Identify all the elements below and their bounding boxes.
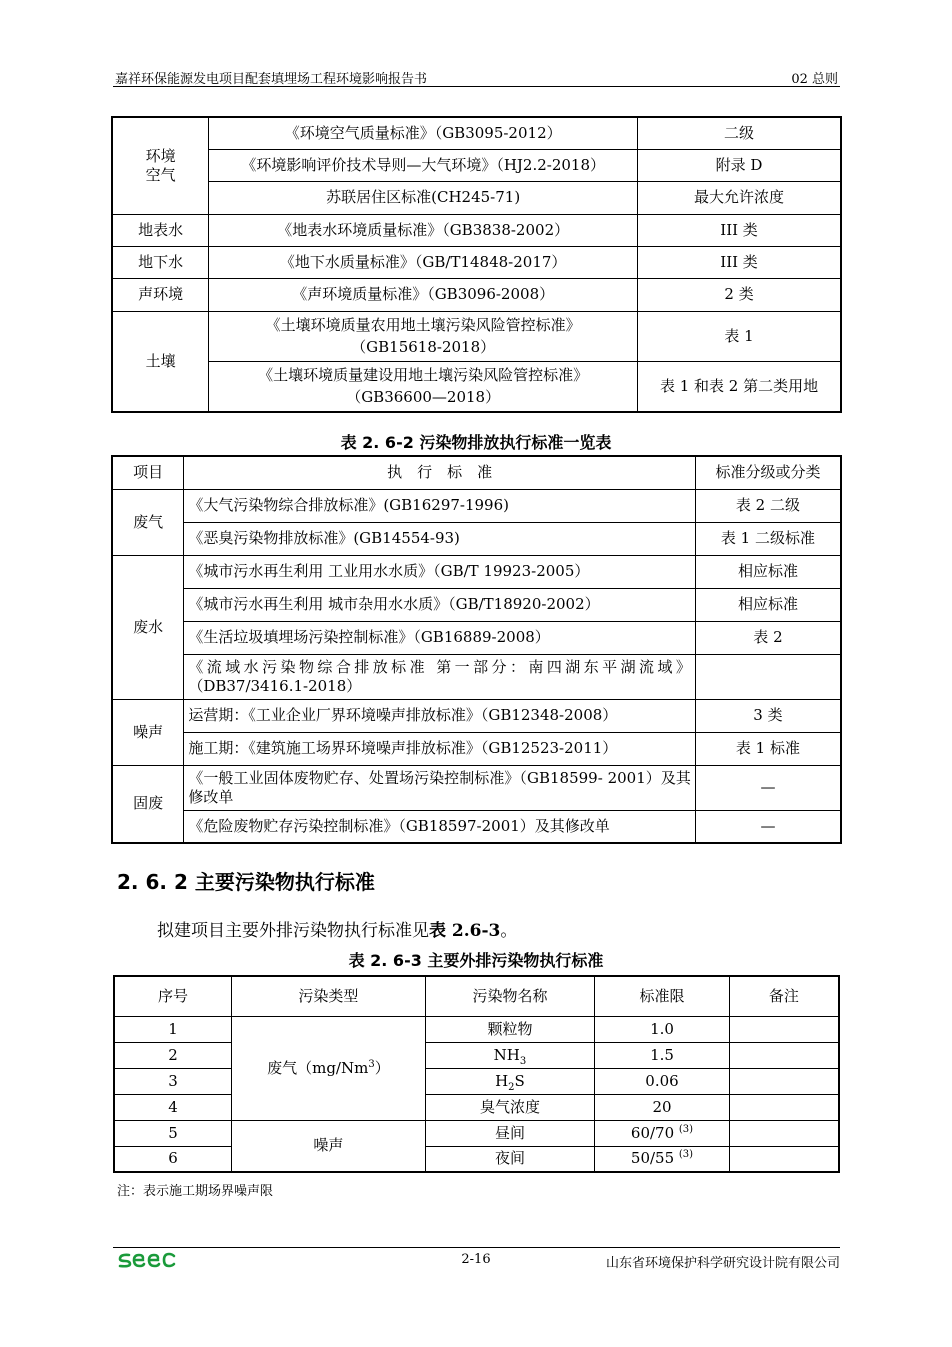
name-sub: 3 — [519, 1055, 527, 1067]
pollutant-name: 夜间 — [425, 1146, 594, 1172]
standard-cell: 《土壤环境质量建设用地土壤污染风险管控标准》 （GB36600—2018） — [209, 361, 638, 412]
type-noise: 噪声 — [232, 1120, 426, 1172]
level-cell: 最大允许浓度 — [638, 181, 841, 214]
name-text: NH — [493, 1045, 520, 1064]
standard-cell: 《一般工业固体废物贮存、处置场污染控制标准》（GB18599- 2001）及其修改单 — [184, 765, 696, 810]
header-level: 标准分级或分类 — [695, 456, 841, 489]
header-type: 污染类型 — [232, 976, 426, 1016]
standard-cell: 《生活垃圾填埋场污染控制标准》（GB16889-2008） — [184, 621, 696, 654]
report-title: 嘉祥环保能源发电项目配套填埋场工程环境影响报告书 — [115, 72, 428, 87]
standard-cell: 《恶臭污染物排放标准》(GB14554-93) — [184, 522, 696, 555]
page-number: 2-16 — [461, 1252, 491, 1267]
para-text: 拟建项目主要外排污染物执行标准见 — [157, 921, 429, 941]
level-cell: 3 类 — [695, 699, 841, 732]
row-no: 5 — [114, 1120, 232, 1146]
section-heading: 2. 6. 2 主要污染物执行标准 — [117, 870, 375, 894]
table3-caption: 表 2. 6-3 主要外排污染物执行标准 — [348, 951, 604, 970]
limit-text: 50/55 — [630, 1149, 679, 1168]
header-item: 项目 — [112, 456, 184, 489]
level-cell: — — [695, 765, 841, 810]
standard-cell: 《地下水质量标准》（GB/T14848-2017） — [209, 246, 638, 278]
level-cell: 表 1 — [638, 311, 841, 361]
level-cell: 二级 — [638, 117, 841, 149]
category-soil: 土壤 — [112, 311, 209, 412]
table-reference: 表 2.6-3 — [429, 921, 501, 941]
standard-cell: 运营期：《工业企业厂界环境噪声排放标准》（GB12348-2008） — [184, 699, 696, 732]
note-cell — [729, 1120, 839, 1146]
note-cell — [729, 1042, 839, 1068]
group-waste-gas: 废气 — [112, 489, 184, 555]
para-end: 。 — [500, 921, 518, 941]
limit-value: 20 — [595, 1094, 730, 1120]
row-no: 3 — [114, 1068, 232, 1094]
limit-sup: (3) — [678, 1123, 694, 1135]
level-cell: III 类 — [638, 214, 841, 246]
type-end: ） — [374, 1058, 390, 1077]
note-cell — [729, 1068, 839, 1094]
standard-cell: 《大气污染物综合排放标准》(GB16297-1996) — [184, 489, 696, 522]
level-cell: III 类 — [638, 246, 841, 278]
limit-value — [595, 1146, 730, 1172]
pollutant-name — [425, 1042, 594, 1068]
emission-standards-table — [111, 455, 842, 844]
level-cell: 表 1 标准 — [695, 732, 841, 765]
level-cell: 相应标准 — [695, 588, 841, 621]
level-cell — [695, 654, 841, 699]
category-groundwater: 地下水 — [112, 246, 209, 278]
standard-cell: 《城市污水再生利用 工业用水水质》（GB/T 19923-2005） — [184, 555, 696, 588]
table2-caption: 表 2. 6-2 污染物排放执行标准一览表 — [340, 433, 612, 452]
type-waste-gas — [232, 1016, 426, 1120]
note-cell — [729, 1094, 839, 1120]
level-cell: 2 类 — [638, 278, 841, 311]
level-cell: 表 1 二级标准 — [695, 522, 841, 555]
standard-cell: 苏联居住区标准(CH245-71) — [209, 181, 638, 214]
row-no: 2 — [114, 1042, 232, 1068]
limit-sup: (3) — [678, 1149, 694, 1161]
group-waste-water: 废水 — [112, 555, 184, 699]
limit-value — [595, 1120, 730, 1146]
header-name: 污染物名称 — [425, 976, 594, 1016]
env-quality-standards-table — [111, 116, 842, 413]
level-cell: — — [695, 810, 841, 843]
level-cell: 表 2 — [695, 621, 841, 654]
standard-cell: 《危险废物贮存污染控制标准》（GB18597-2001）及其修改单 — [184, 810, 696, 843]
pollutant-name — [425, 1068, 594, 1094]
standard-cell: 《声环境质量标准》（GB3096-2008） — [209, 278, 638, 311]
note-cell — [729, 1146, 839, 1172]
row-no: 4 — [114, 1094, 232, 1120]
main-pollutant-standards-table — [113, 975, 840, 1173]
standard-cell: 《地表水环境质量标准》（GB3838-2002） — [209, 214, 638, 246]
page-header — [113, 62, 840, 87]
type-text: 废气（mg/Nm — [267, 1058, 369, 1077]
header-limit: 标准限 — [595, 976, 730, 1016]
footer-divider — [113, 1247, 840, 1248]
level-cell: 表 2 二级 — [695, 489, 841, 522]
header-standard: 执 行 标 准 — [184, 456, 696, 489]
note-cell — [729, 1016, 839, 1042]
limit-text: 60/70 — [630, 1123, 679, 1142]
level-cell: 表 1 和表 2 第二类用地 — [638, 361, 841, 412]
type-sup: 3 — [368, 1058, 375, 1070]
level-cell: 附录 D — [638, 149, 841, 181]
pollutant-name: 颗粒物 — [425, 1016, 594, 1042]
standard-cell: 施工期：《建筑施工场界环境噪声排放标准》（GB12523-2011） — [184, 732, 696, 765]
limit-value: 0.06 — [595, 1068, 730, 1094]
category-air: 环境 空气 — [112, 117, 209, 214]
name-text: S — [514, 1071, 525, 1090]
section-paragraph — [157, 916, 517, 941]
pollutant-name: 臭气浓度 — [425, 1094, 594, 1120]
category-acoustic: 声环境 — [112, 278, 209, 311]
row-no: 6 — [114, 1146, 232, 1172]
header-note: 备注 — [729, 976, 839, 1016]
header-no: 序号 — [114, 976, 232, 1016]
level-cell: 相应标准 — [695, 555, 841, 588]
standard-cell: 《流域水污染物综合排放标准 第一部分：南四湖东平湖流域》（DB37/3416.1-2018） — [184, 654, 696, 699]
standard-cell: 《土壤环境质量农用地土壤污染风险管控标准》 （GB15618-2018） — [209, 311, 638, 361]
row-no: 1 — [114, 1016, 232, 1042]
limit-value: 1.5 — [595, 1042, 730, 1068]
organization-name: 山东省环境保护科学研究设计院有限公司 — [605, 1256, 840, 1271]
standard-cell: 《城市污水再生利用 城市杂用水水质》（GB/T18920-2002） — [184, 588, 696, 621]
pollutant-name: 昼间 — [425, 1120, 594, 1146]
name-pre: H — [495, 1071, 509, 1090]
category-surface-water: 地表水 — [112, 214, 209, 246]
group-noise: 噪声 — [112, 699, 184, 765]
limit-value: 1.0 — [595, 1016, 730, 1042]
standard-cell: 《环境空气质量标准》（GB3095-2012） — [209, 117, 638, 149]
name-sub: 2 — [508, 1081, 515, 1093]
group-solid-waste: 固废 — [112, 765, 184, 843]
standard-cell: 《环境影响评价技术导则—大气环境》（HJ2.2-2018） — [209, 149, 638, 181]
table-note: 注：表示施工期场界噪声限 — [117, 1184, 274, 1199]
chapter-label: 02 总则 — [791, 72, 838, 87]
